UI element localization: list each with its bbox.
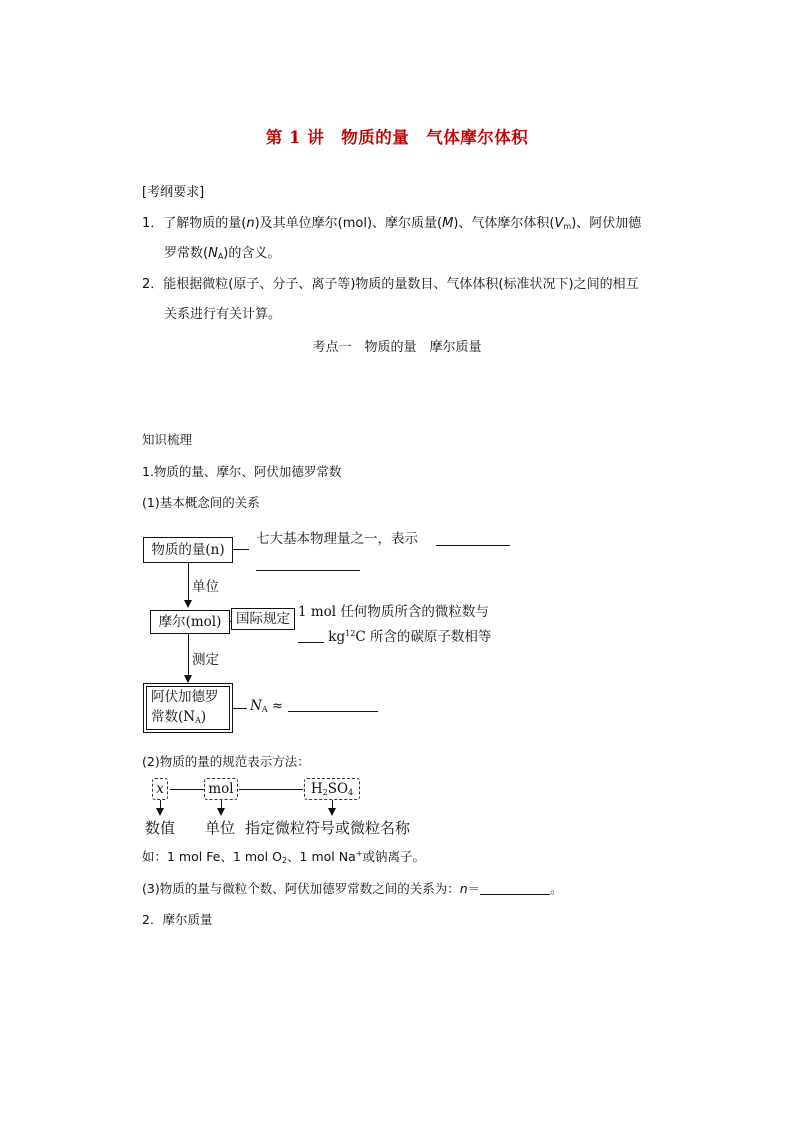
text: )及其单位摩尔(mol)、摩尔质量(: [254, 216, 443, 231]
requirements-heading: [考纲要求]: [142, 185, 205, 200]
sub-2-heading: (2)物质的量的规范表示方法：: [142, 754, 310, 769]
symbol-M: M: [442, 216, 454, 231]
box-value-x: x: [152, 778, 168, 800]
box1-description: 七大基本物理量之一，表示: [256, 531, 418, 547]
answer-blank[interactable]: [288, 699, 378, 712]
box3-line-1: 阿伏加德罗: [151, 689, 219, 705]
point-1-heading: 1.物质的量、摩尔、阿伏加德罗常数: [142, 464, 342, 479]
arrow-down-icon: [184, 675, 192, 683]
text: C 所含的碳原子数相等: [355, 629, 492, 645]
arrow-down-icon: [156, 808, 164, 816]
answer-blank[interactable]: [256, 558, 360, 571]
text: )的含义。: [223, 246, 281, 261]
text: 了解物质的量(: [163, 216, 247, 231]
text: ): [200, 709, 207, 725]
requirement-item-1-line-2: [164, 242, 280, 261]
connector-line: [170, 789, 204, 790]
text: 如：1 mol Fe、1 mol O: [142, 849, 282, 864]
symbol-N: N: [208, 246, 218, 261]
sub-1-heading: (1)基本概念间的关系: [142, 495, 260, 510]
text: 。: [550, 881, 563, 896]
connector-line: [233, 708, 247, 709]
subscript: m: [563, 222, 572, 231]
label-value: 数值: [145, 819, 176, 837]
box-unit-mol: mol: [204, 778, 238, 800]
label-unit: 单位: [205, 819, 236, 837]
text: kg: [328, 629, 346, 645]
text: 常数(N: [151, 709, 196, 725]
text: 、1 mol Na: [287, 849, 356, 864]
symbol-V: V: [554, 216, 564, 231]
text: )、气体摩尔体积(: [453, 216, 555, 231]
box3-line-2: [151, 707, 229, 731]
knowledge-heading: 知识梳理: [142, 432, 193, 447]
mole-rule-line-2: [298, 625, 491, 645]
requirement-item-2-line-1: [142, 273, 639, 292]
arrow-line: [188, 634, 189, 676]
example-line: [142, 847, 425, 865]
subscript: 2: [281, 856, 288, 865]
arrow-line: [188, 563, 189, 601]
superscript: +: [355, 849, 363, 858]
requirement-item-1-line-1: [142, 212, 641, 231]
subscript: A: [261, 705, 268, 714]
connector-line: [233, 549, 249, 550]
subscript: A: [195, 716, 201, 725]
answer-blank[interactable]: [480, 882, 550, 895]
box-international-rule: 国际规定: [231, 608, 295, 630]
symbol-n: n: [459, 881, 468, 896]
sub-3-line: [142, 879, 563, 897]
text: 或钠离子。: [362, 849, 425, 864]
box-mole: 摩尔(mol): [150, 610, 230, 634]
text: SO: [327, 781, 349, 797]
arrow-down-icon: [184, 600, 192, 608]
point-2-heading: 2．摩尔质量: [142, 912, 213, 927]
text: (3)物质的量与微粒个数、阿伏加德罗常数之间的关系为：: [142, 881, 460, 896]
label-particle: 指定微粒符号或微粒名称: [245, 819, 411, 837]
box-avogadro: [146, 686, 230, 730]
text: 能根据微粒(原子、分子、离子等)物质的量数目、气体体积(标准状况下)之间的相互: [163, 277, 639, 292]
symbol-N: N: [250, 698, 262, 714]
arrow-down-icon: [328, 808, 336, 816]
item-number: 1．: [142, 216, 164, 231]
approx-sign: ≈: [271, 698, 284, 714]
subscript: 4: [348, 788, 354, 797]
text: H: [310, 781, 323, 797]
page-title: 第 1 讲 物质的量 气体摩尔体积: [265, 128, 529, 147]
symbol-n: n: [246, 216, 255, 231]
box-formula: [304, 778, 360, 800]
subscript: 2: [322, 788, 328, 797]
arrow-label-unit: 单位: [192, 579, 219, 595]
connector-line: [239, 789, 303, 790]
requirement-item-2-line-2: 关系进行有关计算。: [164, 307, 282, 322]
section-title: 考点一 物质的量 摩尔质量: [312, 340, 482, 355]
answer-blank[interactable]: [298, 630, 324, 643]
box-amount-of-substance: 物质的量(n): [143, 537, 233, 563]
item-number: 2．: [142, 277, 164, 292]
text: 罗常数(: [164, 246, 209, 261]
superscript: 12: [345, 629, 356, 638]
answer-blank[interactable]: [436, 533, 510, 546]
avogadro-value: [250, 698, 378, 714]
mole-rule-line-1: 1 mol 任何物质所含的微粒数与: [298, 604, 489, 620]
equals-sign: ＝: [467, 881, 481, 896]
arrow-label-measure: 测定: [192, 652, 219, 668]
subscript: A: [217, 252, 224, 261]
arrow-down-icon: [217, 808, 225, 816]
text: )、阿伏加德: [571, 216, 642, 231]
